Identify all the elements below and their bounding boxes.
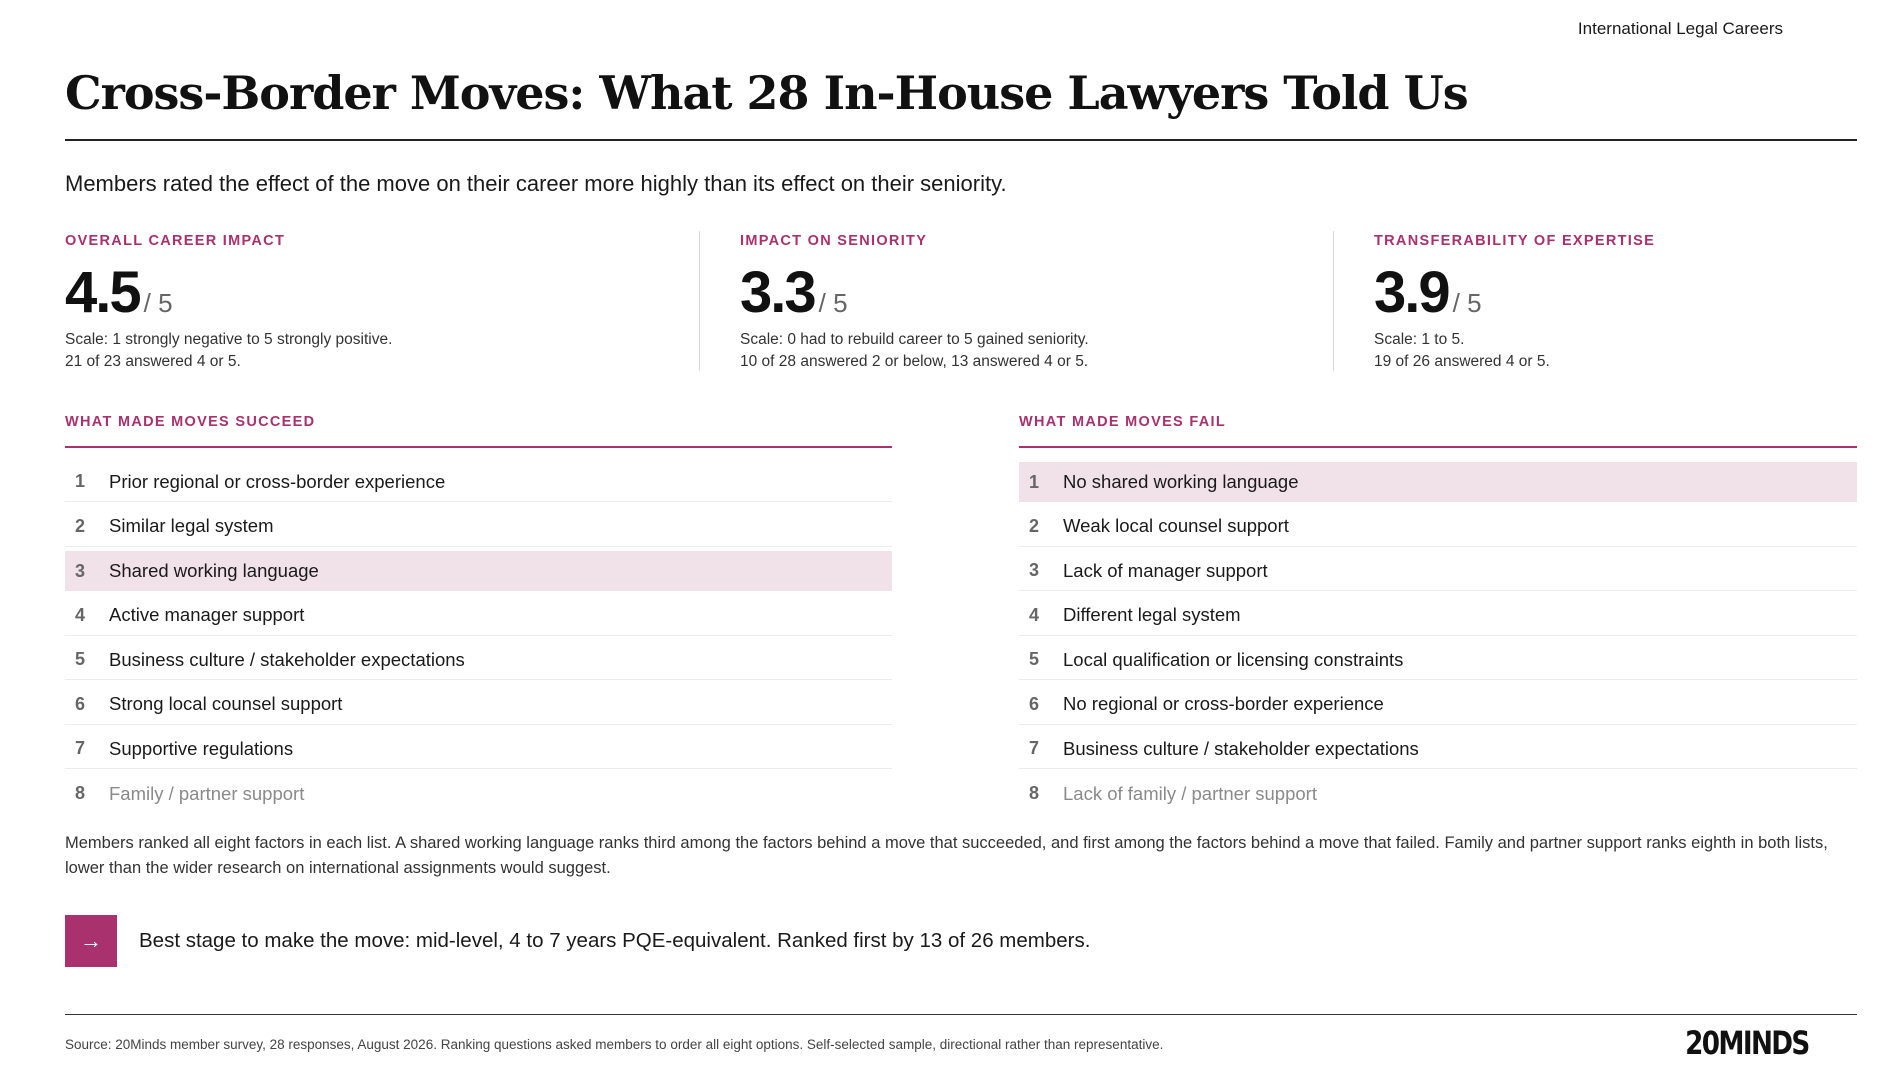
stat-note-count: 21 of 23 answered 4 or 5. [65, 353, 241, 370]
brand-logo: 20MINDS [1685, 1024, 1809, 1062]
rank-number: 1 [75, 471, 86, 491]
rank-label: Family / partner support [109, 782, 305, 804]
rank-label: Lack of manager support [1063, 559, 1268, 581]
fail-item-8 [1019, 774, 1857, 814]
stat-value-row [1374, 259, 1857, 325]
stat-note-count: 19 of 26 answered 4 or 5. [1374, 353, 1550, 370]
rank-number: 8 [1029, 783, 1040, 803]
succeed-item-2 [65, 507, 892, 547]
rank-label: Active manager support [109, 604, 305, 625]
rank-number: 6 [75, 693, 86, 714]
succeed-item-1 [65, 462, 892, 502]
succeed-item-8 [65, 774, 892, 814]
rank-label: Shared working language [109, 560, 319, 581]
rank-label: No shared working language [1063, 471, 1299, 492]
stat-transferability-of-expertise [1333, 231, 1857, 371]
succeed-item-6 [65, 685, 892, 725]
stat-note [740, 329, 1333, 373]
arrow-right-icon: → [65, 915, 117, 967]
succeed-item-7 [65, 729, 892, 769]
rank-label: Weak local counsel support [1063, 515, 1289, 536]
rank-label: Different legal system [1063, 604, 1241, 625]
fail-item-4 [1019, 596, 1857, 636]
stat-note-scale: Scale: 1 to 5. [1374, 331, 1465, 348]
stat-value: 3.3 [740, 260, 815, 325]
rank-number: 7 [1029, 738, 1040, 758]
stat-note [65, 329, 699, 373]
page-title: Cross-Border Moves: What 28 In-House Lawyers Told Us [65, 66, 1468, 120]
rank-label: Lack of family / partner support [1063, 782, 1317, 804]
fail-item-1-highlighted [1019, 462, 1857, 502]
rank-label: Business culture / stakeholder expectations [109, 648, 465, 670]
stat-label: OVERALL CAREER IMPACT [65, 233, 286, 249]
stat-note [1374, 329, 1857, 373]
rank-label: No regional or cross-border experience [1063, 693, 1384, 714]
header-brand: International Legal Careers [1577, 19, 1783, 38]
callout-text: Best stage to make the move: mid-level, 4 to 7 years PQE-equivalent. Ranked first by 13 of 26 members. [139, 929, 1091, 952]
rank-number: 8 [75, 783, 86, 803]
succeed-item-5 [65, 640, 892, 680]
stat-value-row [740, 259, 1333, 325]
succeed-item-4 [65, 596, 892, 636]
stat-label: TRANSFERABILITY OF EXPERTISE [1374, 233, 1656, 249]
fail-item-5 [1019, 640, 1857, 680]
stat-note-scale: Scale: 0 had to rebuild career to 5 gained seniority. [740, 331, 1089, 348]
rank-label: Similar legal system [109, 515, 274, 536]
summary-paragraph: Members ranked all eight factors in each list. A shared working language ranks third among the factors behind a move that succeeded, and first among the factors behind a move that failed. Family and partner support ranks eighth in both lists, lower than the wider research on international assignments would suggest. [65, 834, 1828, 877]
stat-note-count: 10 of 28 answered 2 or below, 13 answered 4 or 5. [740, 353, 1089, 370]
rank-number: 3 [1029, 560, 1040, 580]
rank-number: 3 [75, 560, 86, 581]
stat-value-row [65, 259, 699, 325]
rank-number: 4 [75, 604, 86, 625]
fail-item-7 [1019, 729, 1857, 769]
rank-label: Supportive regulations [109, 737, 294, 759]
fail-item-3 [1019, 551, 1857, 591]
stat-impact-on-seniority [699, 231, 1333, 371]
rank-label: Strong local counsel support [109, 693, 343, 714]
fail-heading: WHAT MADE MOVES FAIL [1019, 414, 1226, 430]
succeed-heading: WHAT MADE MOVES SUCCEED [65, 414, 316, 430]
succeed-divider [65, 446, 892, 448]
fail-item-6 [1019, 685, 1857, 725]
stat-label: IMPACT ON SENIORITY [740, 233, 928, 249]
rank-number: 5 [75, 649, 86, 669]
rank-number: 2 [75, 515, 86, 536]
rank-number: 7 [75, 738, 86, 758]
rank-label: Business culture / stakeholder expectations [1063, 737, 1419, 759]
stat-out-of: / 5 [143, 288, 173, 318]
stat-overall-career-impact [65, 231, 699, 371]
rank-label: Local qualification or licensing constraints [1063, 648, 1404, 670]
best-stage-callout [65, 915, 1090, 967]
page-subtitle: Members rated the effect of the move on their career more highly than its effect on their seniority. [65, 171, 1007, 196]
rank-number: 6 [1029, 693, 1040, 714]
fail-list [1019, 412, 1857, 818]
succeed-list [65, 412, 892, 818]
rank-number: 4 [1029, 604, 1040, 625]
stat-note-scale: Scale: 1 strongly negative to 5 strongly positive. [65, 331, 393, 348]
rank-label: Prior regional or cross-border experience [109, 470, 446, 492]
rank-number: 1 [1029, 471, 1040, 492]
fail-item-2 [1019, 507, 1857, 547]
stats-row [65, 231, 1857, 371]
stat-value: 4.5 [65, 260, 140, 325]
stat-out-of: / 5 [1452, 288, 1482, 318]
source-note: Source: 20Minds member survey, 28 responses, August 2026. Ranking questions asked members to order all eight options. Self-selected sample, directional rather than representative. [65, 1037, 1164, 1052]
title-divider [65, 139, 1857, 141]
footer-divider [65, 1014, 1857, 1015]
succeed-item-3-highlighted [65, 551, 892, 591]
stat-out-of: / 5 [818, 288, 848, 318]
stat-value: 3.9 [1374, 260, 1449, 325]
fail-divider [1019, 446, 1857, 448]
rank-number: 5 [1029, 649, 1040, 669]
rank-number: 2 [1029, 515, 1040, 536]
